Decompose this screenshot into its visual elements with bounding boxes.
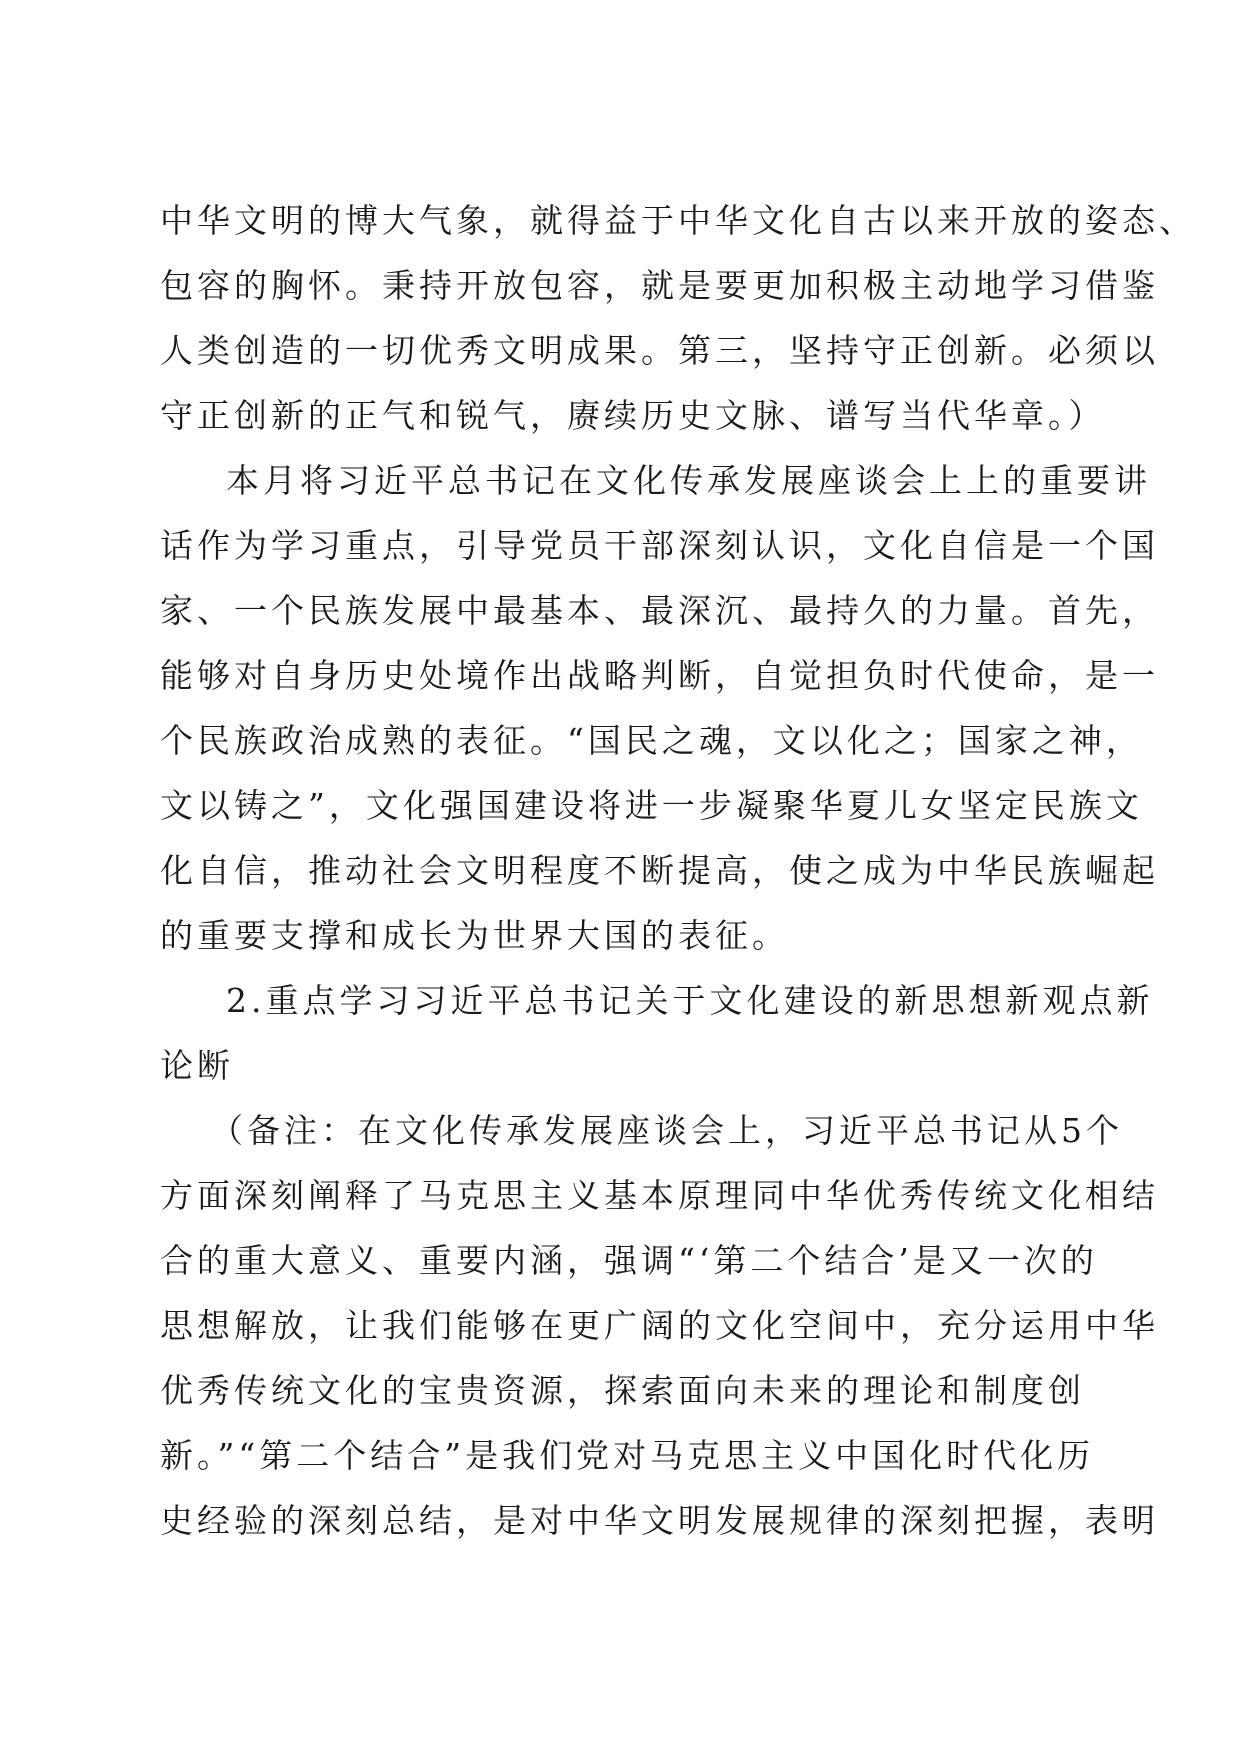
text-line: 合的重大意义、重要内涵，强调“‘第二个结合’是又一次的	[160, 1241, 1098, 1280]
section-heading-continued: 论断	[160, 1046, 234, 1085]
document-body	[160, 188, 1196, 1553]
text-line: 文以铸之”，文化强国建设将进一步凝聚华夏儿女坚定民族文	[160, 786, 1143, 825]
paragraph-first-line: 本月将习近平总书记在文化传承发展座谈会上上的重要讲	[226, 461, 1151, 500]
text-line: 家、一个民族发展中最基本、最深沉、最持久的力量。首先，	[160, 591, 1159, 630]
text-line: 个民族政治成熟的表征。“国民之魂，文以化之；国家之神，	[160, 721, 1143, 760]
text-line: 方面深刻阐释了马克思主义基本原理同中华优秀传统文化相结	[160, 1176, 1159, 1215]
text-line: 优秀传统文化的宝贵资源，探索面向未来的理论和制度创	[160, 1371, 1085, 1410]
text-line: 中华文明的博大气象，就得益于中华文化自古以来开放的姿态、	[160, 201, 1196, 240]
text-line: 能够对自身历史处境作出战略判断，自觉担负时代使命，是一	[160, 656, 1159, 695]
section-heading: 2.重点学习习近平总书记关于文化建设的新思想新观点新	[226, 981, 1154, 1020]
text-line: 人类创造的一切优秀文明成果。第三，坚持守正创新。必须以	[160, 331, 1159, 370]
text-line: 史经验的深刻总结，是对中华文明发展规律的深刻把握，表明	[160, 1501, 1159, 1540]
text-line: 新。”“第二个结合”是我们党对马克思主义中国化时代化历	[160, 1436, 1095, 1475]
paragraph-first-line: （备注：在文化传承发展座谈会上，习近平总书记从5个	[210, 1111, 1123, 1150]
text-line: 包容的胸怀。秉持开放包容，就是要更加积极主动地学习借鉴	[160, 266, 1159, 305]
text-line: 话作为学习重点，引导党员干部深刻认识，文化自信是一个国	[160, 526, 1159, 565]
text-line: 化自信，推动社会文明程度不断提高，使之成为中华民族崛起	[160, 851, 1159, 890]
text-line: 思想解放，让我们能够在更广阔的文化空间中，充分运用中华	[160, 1306, 1159, 1345]
text-line: 的重要支撑和成长为世界大国的表征。	[160, 916, 789, 955]
text-line: 守正创新的正气和锐气，赓续历史文脉、谱写当代华章。）	[160, 396, 1106, 435]
